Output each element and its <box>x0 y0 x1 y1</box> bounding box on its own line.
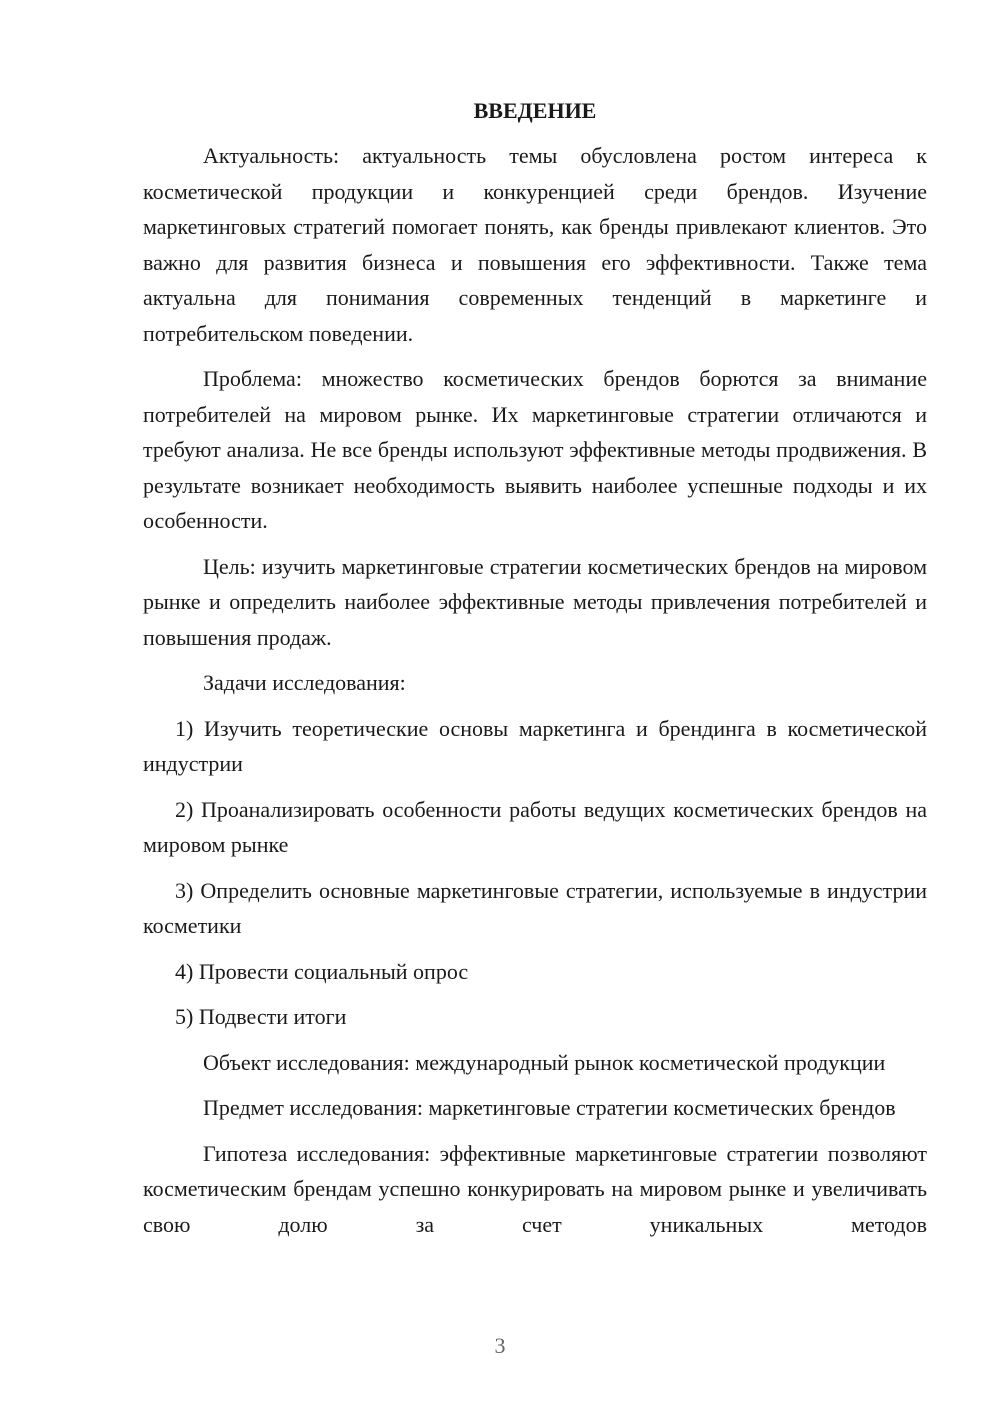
page-number: 3 <box>494 1333 506 1358</box>
subject-paragraph: Предмет исследования: маркетинговые стратегии косметических брендов <box>203 1095 896 1120</box>
tasks-intro: Задачи исследования: <box>203 670 406 695</box>
task-item-3: 3) Определить основные маркетинговые стратегии, используемые в индустрии косметики <box>143 877 927 938</box>
object-paragraph: Объект исследования: международный рынок косметической продукции <box>203 1049 886 1075</box>
hypothesis-paragraph: Гипотеза исследования: эффективные маркетинговые стратегии позволяют косметическим брендам успешно конкурировать на мировом рынке и увеличивать свою долю за счет уникальных методов <box>143 1140 927 1237</box>
task-item-2: 2) Проанализировать особенности работы ведущих косметических брендов на мировом рынке <box>143 796 927 857</box>
section-heading: ВВЕДЕНИЕ <box>473 98 597 123</box>
problem-paragraph: Проблема: множество косметических брендов борются за внимание потребителей на мировом рынке. Их маркетинговые стратегии отличаются и требуют анализа. Не все бренды используют эффективные методы продвижения. В результате возникает необходимость выявить наиболее успешные подходы и их особенности. <box>143 366 927 533</box>
relevance-paragraph: Актуальность: актуальность темы обусловлена ростом интереса к косметической продукции и конкуренцией среди брендов. Изучение маркетинговых стратегий помогает понять, как бренды привлекают клиентов. Это важно для развития бизнеса и повышения его эффективности. Также тема актуальна для понимания современных тенденций в маркетинге и потребительском поведении. <box>143 143 927 346</box>
goal-paragraph: Цель: изучить маркетинговые стратегии косметических брендов на мировом рынке и определить наиболее эффективные методы привлечения потребителей и повышения продаж. <box>143 553 927 650</box>
task-item-1: 1) Изучить теоретические основы маркетинга и брендинга в косметической индустрии <box>143 715 927 776</box>
document-page <box>143 96 927 1252</box>
task-item-4: 4) Провести социальный опрос <box>175 958 469 984</box>
task-item-5: 5) Подвести итоги <box>175 1004 347 1029</box>
